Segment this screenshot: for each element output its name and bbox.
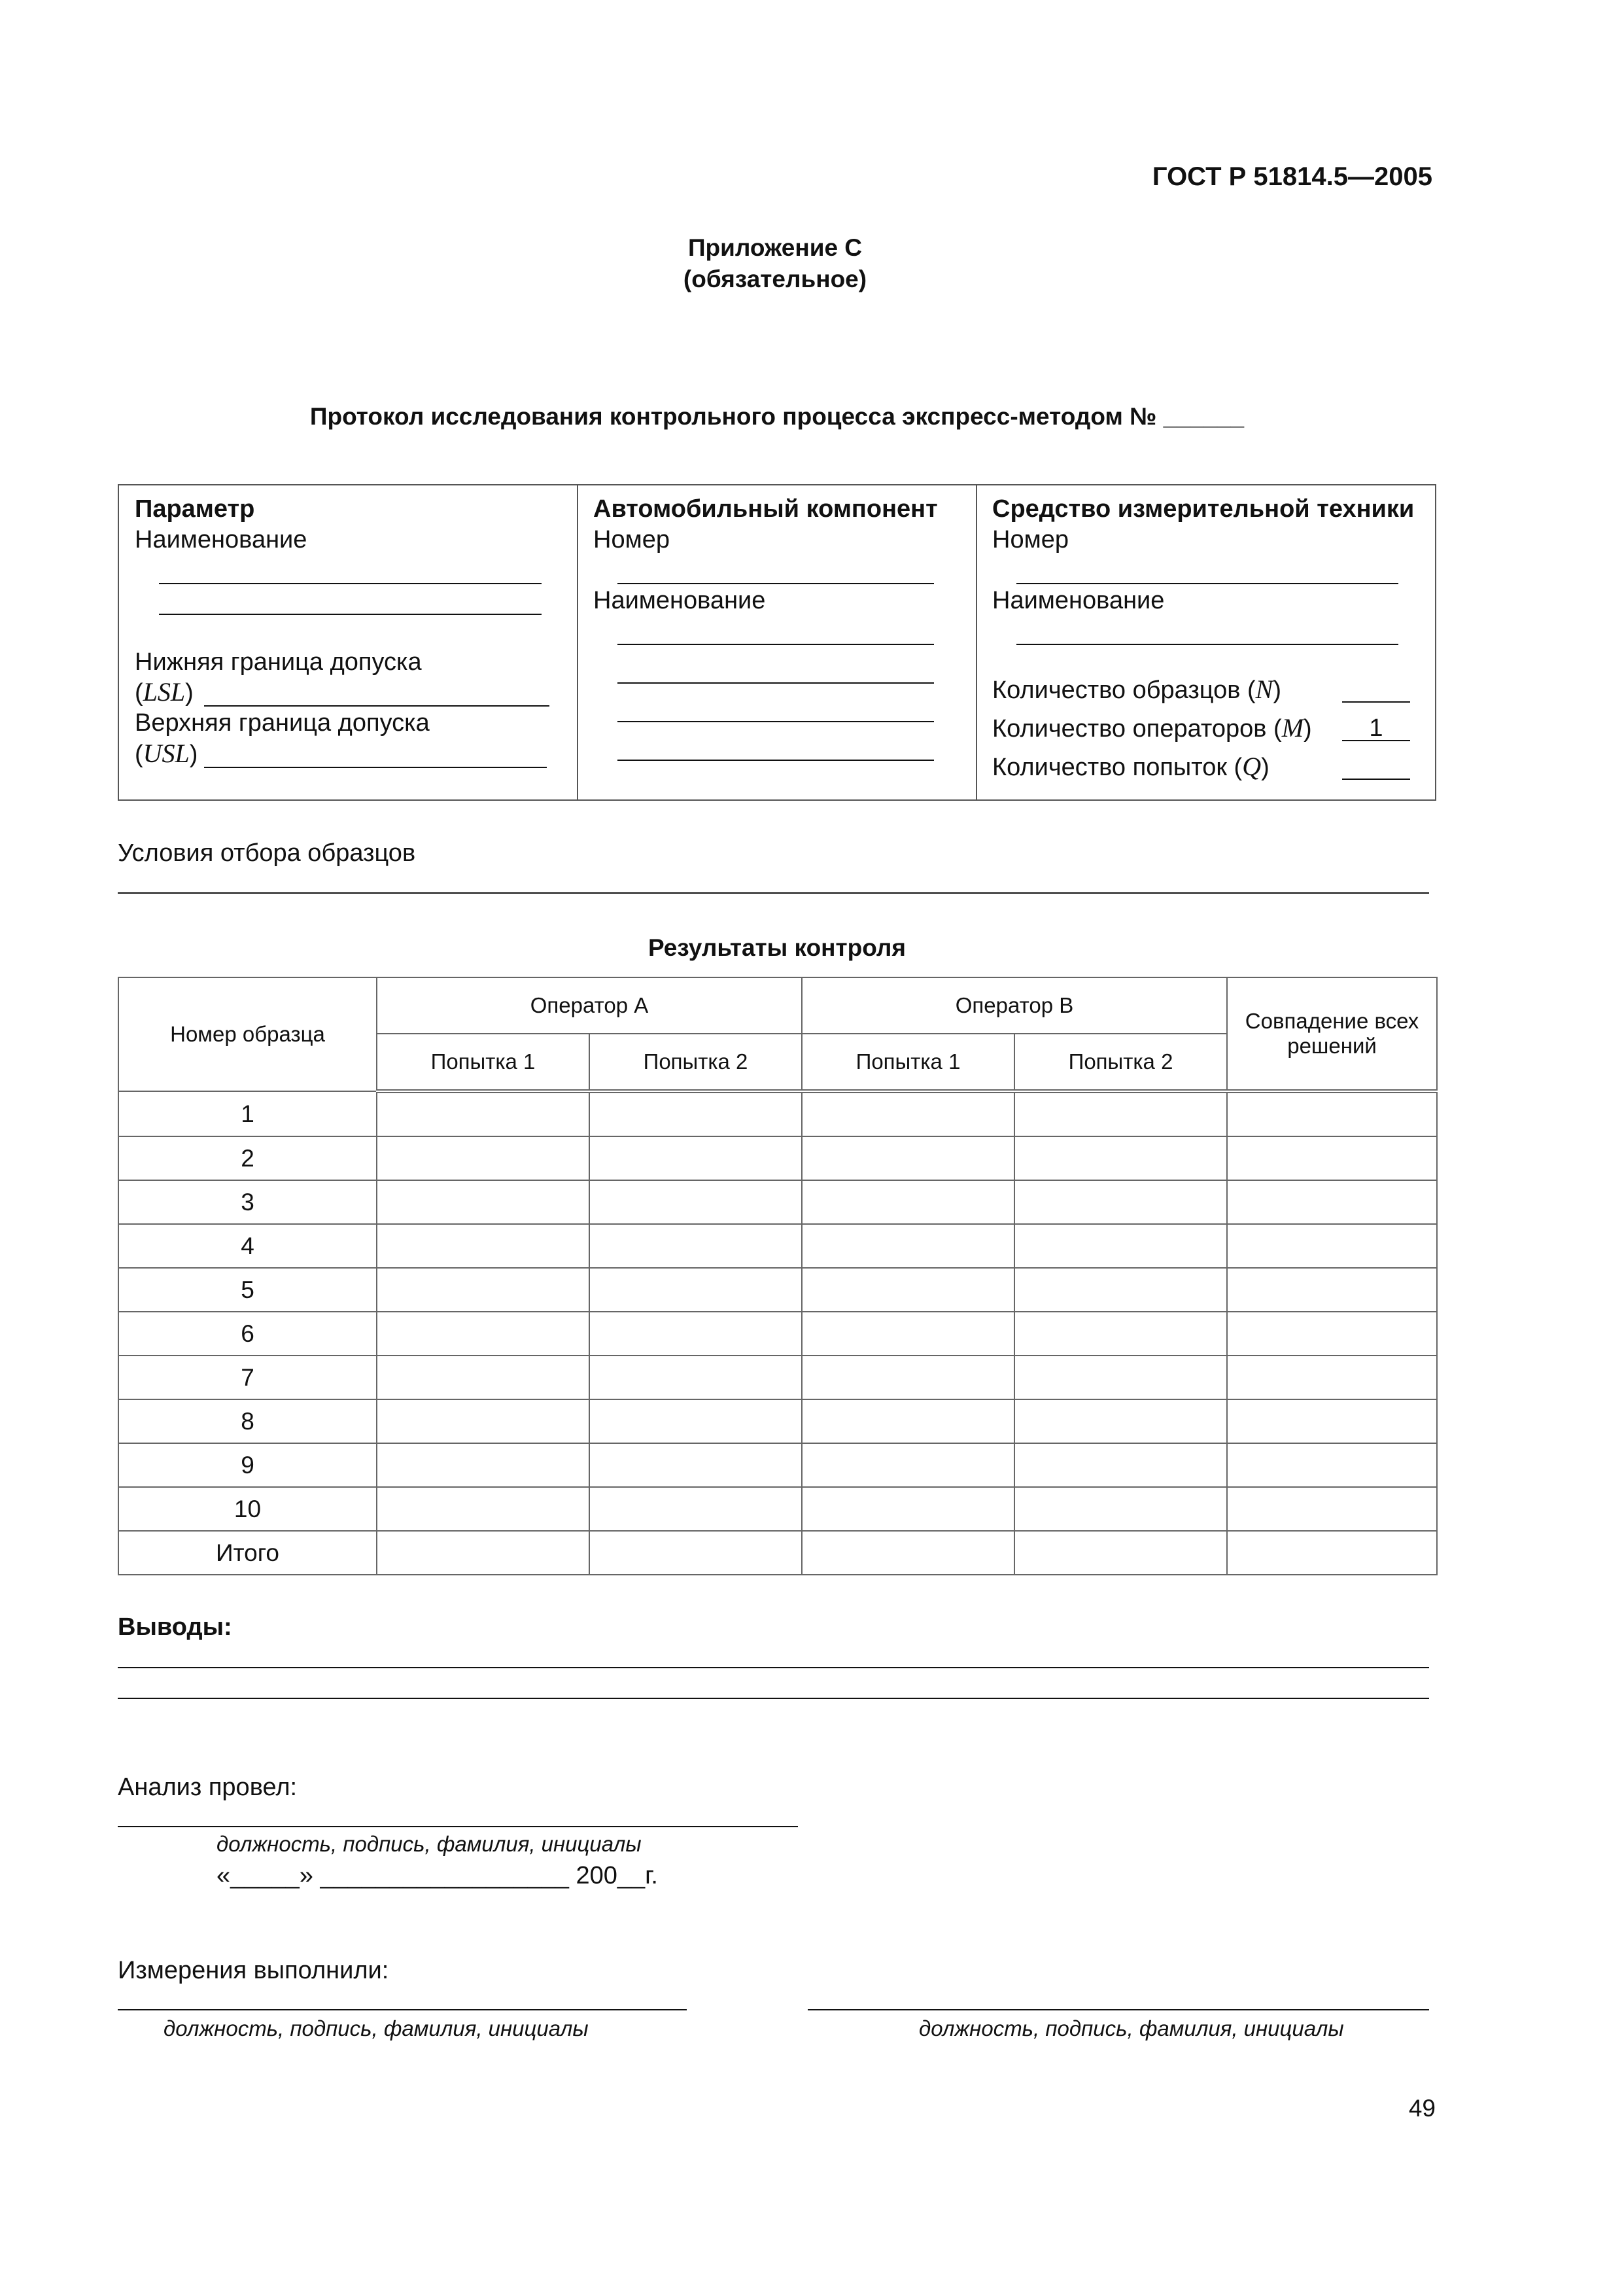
parameter-name-line[interactable] (159, 614, 542, 615)
result-cell[interactable] (802, 1356, 1014, 1399)
appendix-subtitle: (обязательное) (683, 266, 867, 292)
sample-number-cell: 8 (118, 1399, 377, 1443)
result-cell[interactable] (802, 1224, 1014, 1268)
sample-number-cell: 7 (118, 1356, 377, 1399)
usl-label: Верхняя граница допуска (135, 709, 430, 737)
component-number-line[interactable] (617, 583, 934, 584)
result-cell[interactable] (1014, 1136, 1227, 1180)
trials-count-label: Количество попыток (992, 754, 1227, 781)
samples-symbol: N (1255, 674, 1273, 704)
table-row (118, 1136, 1437, 1180)
lsl-value-line[interactable] (204, 705, 549, 707)
result-cell[interactable] (589, 1180, 802, 1224)
sampling-conditions-line[interactable] (118, 892, 1429, 894)
table-row (118, 1268, 1437, 1312)
result-cell[interactable] (589, 1268, 802, 1312)
instrument-name-line[interactable] (1016, 644, 1398, 645)
table-row (118, 1180, 1437, 1224)
result-cell[interactable] (1014, 1091, 1227, 1136)
result-cell[interactable] (802, 1312, 1014, 1356)
trials-symbol: Q (1242, 752, 1262, 781)
result-cell[interactable] (1227, 1443, 1437, 1487)
instrument-column (976, 485, 1438, 799)
operators-symbol: M (1281, 713, 1304, 743)
component-name-line[interactable] (617, 682, 934, 684)
analysis-label: Анализ провел: (118, 1774, 298, 1801)
result-cell[interactable] (1014, 1224, 1227, 1268)
result-cell[interactable] (1014, 1531, 1227, 1575)
operator-a-trial-2-header: Попытка 2 (589, 1034, 802, 1091)
result-cell[interactable] (802, 1180, 1014, 1224)
appendix-title: Приложение С (687, 234, 863, 261)
result-cell[interactable] (1227, 1136, 1437, 1180)
result-cell[interactable] (1014, 1180, 1227, 1224)
sample-number-cell: 4 (118, 1224, 377, 1268)
result-cell[interactable] (802, 1091, 1014, 1136)
component-column (577, 485, 976, 799)
analysis-signature-caption: должность, подпись, фамилия, инициалы (216, 1832, 642, 1856)
results-table (118, 977, 1438, 1575)
results-title: Результаты контроля (648, 934, 907, 961)
result-cell[interactable] (589, 1399, 802, 1443)
parameter-name-label: Наименование (135, 526, 307, 553)
measurements-caption-left: должность, подпись, фамилия, инициалы (164, 2016, 589, 2041)
instrument-number-line[interactable] (1016, 583, 1398, 584)
lsl-symbol: LSL (143, 677, 186, 707)
table-row (118, 1312, 1437, 1356)
result-cell[interactable] (377, 1091, 589, 1136)
conclusions-label: Выводы: (118, 1613, 232, 1641)
instrument-number-label: Номер (992, 526, 1069, 553)
total-label-cell: Итого (118, 1531, 377, 1575)
measurements-signature-line-left[interactable] (118, 2009, 687, 2010)
samples-count-label: Количество образцов (992, 676, 1241, 704)
sampling-conditions-label: Условия отбора образцов (118, 839, 416, 867)
result-cell[interactable] (802, 1268, 1014, 1312)
conclusions-line[interactable] (118, 1667, 1429, 1668)
standard-code: ГОСТ Р 51814.5—2005 (1152, 162, 1432, 191)
component-number-label: Номер (593, 526, 670, 553)
result-cell[interactable] (377, 1487, 589, 1531)
operator-b-trial-1-header: Попытка 1 (802, 1034, 1014, 1091)
total-row (118, 1531, 1437, 1575)
result-cell[interactable] (1227, 1487, 1437, 1531)
protocol-title: Протокол исследования контрольного процесса экспресс-методом № ______ (309, 403, 1245, 430)
result-cell[interactable] (589, 1224, 802, 1268)
lsl-label: Нижняя граница допуска (135, 648, 422, 676)
table-row (118, 1091, 1437, 1136)
result-cell[interactable] (802, 1531, 1014, 1575)
result-cell[interactable] (1014, 1487, 1227, 1531)
result-cell[interactable] (377, 1136, 589, 1180)
usl-symbol: USL (143, 739, 190, 768)
result-cell[interactable] (802, 1487, 1014, 1531)
result-cell[interactable] (1227, 1356, 1437, 1399)
result-cell[interactable] (1014, 1399, 1227, 1443)
measurements-signature-line-right[interactable] (808, 2009, 1429, 2010)
result-cell[interactable] (377, 1268, 589, 1312)
parameter-column (119, 485, 577, 799)
result-cell[interactable] (377, 1356, 589, 1399)
sample-number-cell: 9 (118, 1443, 377, 1487)
result-cell[interactable] (802, 1399, 1014, 1443)
result-cell[interactable] (802, 1443, 1014, 1487)
trials-count-row: Количество попыток (Q) (992, 752, 1270, 781)
result-cell[interactable] (802, 1136, 1014, 1180)
result-cell[interactable] (589, 1312, 802, 1356)
sample-number-cell: 5 (118, 1268, 377, 1312)
sample-number-cell: 2 (118, 1136, 377, 1180)
result-cell[interactable] (1227, 1180, 1437, 1224)
page-number: 49 (1408, 2095, 1436, 2122)
table-row (118, 1399, 1437, 1443)
lsl-symbol-wrap: (LSL) (135, 677, 194, 707)
operators-count-label: Количество операторов (992, 715, 1267, 743)
conclusions-line[interactable] (118, 1698, 1429, 1699)
result-cell[interactable] (589, 1091, 802, 1136)
result-cell[interactable] (1014, 1312, 1227, 1356)
parameter-heading: Параметр (135, 495, 255, 523)
instrument-name-label: Наименование (992, 587, 1165, 614)
result-cell[interactable] (377, 1399, 589, 1443)
result-cell[interactable] (377, 1180, 589, 1224)
sample-number-cell: 3 (118, 1180, 377, 1224)
usl-value-line[interactable] (204, 767, 547, 768)
usl-symbol-wrap: (USL) (135, 739, 198, 768)
sample-number-cell: 6 (118, 1312, 377, 1356)
sample-number-cell: 1 (118, 1091, 377, 1136)
component-name-line[interactable] (617, 721, 934, 722)
result-cell[interactable] (377, 1531, 589, 1575)
result-cell[interactable] (377, 1443, 589, 1487)
result-cell[interactable] (1227, 1312, 1437, 1356)
operators-count-value[interactable]: 1 (1342, 714, 1410, 741)
table-row (118, 1487, 1437, 1531)
result-cell[interactable] (1227, 1268, 1437, 1312)
table-row (118, 1356, 1437, 1399)
result-cell[interactable] (1014, 1268, 1227, 1312)
operators-count-row: Количество операторов (M) (992, 713, 1312, 743)
result-cell[interactable] (1227, 1224, 1437, 1268)
analysis-date[interactable]: «_____» __________________ 200__г. (216, 1862, 658, 1889)
samples-count-row: Количество образцов (N) (992, 674, 1282, 704)
parameter-name-line[interactable] (159, 583, 542, 584)
result-cell[interactable] (1227, 1531, 1437, 1575)
result-cell[interactable] (1227, 1399, 1437, 1443)
result-cell[interactable] (589, 1356, 802, 1399)
table-row (118, 1443, 1437, 1487)
operator-a-trial-1-header: Попытка 1 (377, 1034, 589, 1091)
operator-a-header: Оператор A (377, 977, 802, 1034)
result-cell[interactable] (1227, 1091, 1437, 1136)
result-cell[interactable] (1014, 1443, 1227, 1487)
result-cell[interactable] (589, 1443, 802, 1487)
component-name-label: Наименование (593, 587, 766, 614)
measurements-label: Измерения выполнили: (118, 1957, 389, 1984)
component-name-line[interactable] (617, 760, 934, 761)
result-cell[interactable] (589, 1136, 802, 1180)
measurements-caption-right: должность, подпись, фамилия, инициалы (919, 2016, 1344, 2041)
result-cell[interactable] (1014, 1356, 1227, 1399)
operator-b-header: Оператор B (802, 977, 1227, 1034)
component-name-line[interactable] (617, 644, 934, 645)
result-cell[interactable] (377, 1312, 589, 1356)
operator-b-trial-2-header: Попытка 2 (1014, 1034, 1227, 1091)
component-heading: Автомобильный компонент (593, 495, 938, 523)
instrument-heading: Средство измерительной техники (992, 495, 1415, 523)
samples-count-value[interactable] (1342, 675, 1410, 703)
sample-number-cell: 10 (118, 1487, 377, 1531)
all-decisions-match-header: Совпадение всех решений (1227, 977, 1437, 1091)
sample-number-header: Номер образца (118, 977, 377, 1091)
result-cell[interactable] (589, 1487, 802, 1531)
trials-count-value[interactable] (1342, 752, 1410, 780)
result-cell[interactable] (589, 1531, 802, 1575)
protocol-info-table (118, 484, 1436, 801)
table-row (118, 1224, 1437, 1268)
analysis-signature-line[interactable] (118, 1826, 798, 1827)
result-cell[interactable] (377, 1224, 589, 1268)
